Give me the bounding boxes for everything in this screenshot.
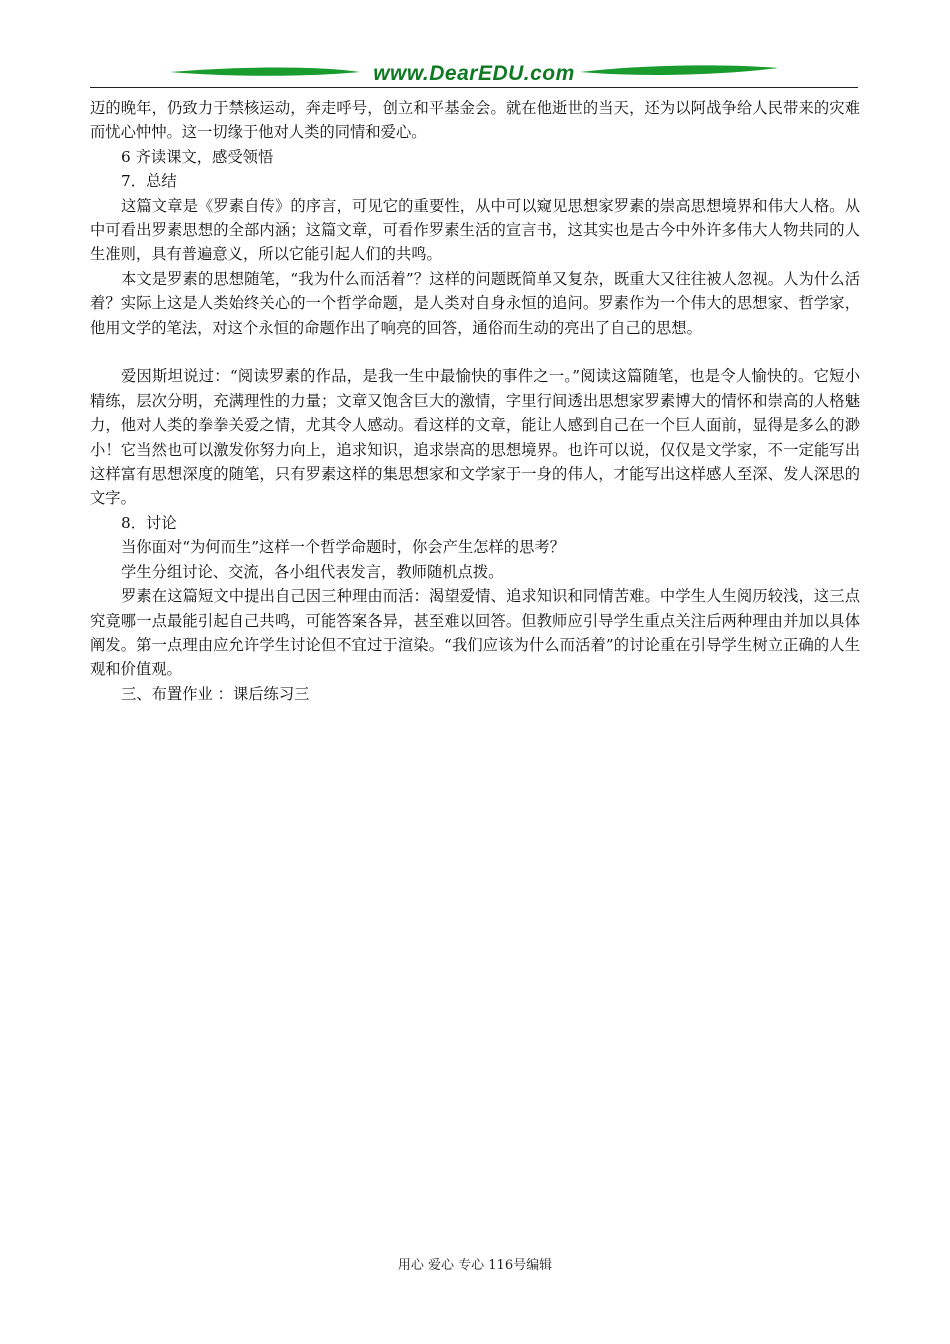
paragraph: 7．总结 — [121, 172, 177, 191]
paragraph: 这篇文章是《罗素自传》的序言，可见它的重要性，从中可以窥见思想家罗素的崇高思想境界和伟大人格。从中可看出罗素思想的全部内涵；这篇文章，可看作罗素生活的宣言书，这其实也是古今中外许多伟大人物共同的人生准则，具有普遍意义，所以它能引起人们的共鸣。 — [90, 196, 860, 264]
page-header — [90, 58, 858, 90]
paragraph: 当你面对“为何而生”这样一个哲学命题时，你会产生怎样的思考？ — [121, 538, 565, 557]
header-divider — [90, 87, 858, 88]
paragraph: 6 齐读课文，感受领悟 — [121, 147, 274, 166]
paragraph: 罗素在这篇短文中提出自己因三种理由而活：渴望爱情、追求知识和同情苦难。中学生人生阅历较浅，这三点究竟哪一点最能引起自己共鸣，可能答案各异，甚至难以回答。但教师应引导学生重点关注后两种理由并加以具体阐发。第一点理由应允许学生讨论但不宜过于渲染。“我们应该为什么而活着”的讨论重在引导学生树立正确的人生观和价值观。 — [90, 587, 860, 679]
paragraph: 爱因斯坦说过：“阅读罗素的作品，是我一生中最愉快的事件之一。”阅读这篇随笔，也是令人愉快的。它短小精练，层次分明，充满理性的力量；文章又饱含巨大的激情，字里行间透出思想家罗素博大的情怀和崇高的人格魅力，他对人类的拳拳关爱之情，尤其令人感动。看这样的文章，能让人感到自己在一个巨人面前，显得是多么的渺小！它当然也可以激发你努力向上，追求知识，追求崇高的思想境界。也许可以说，仅仅是文学家，不一定能写出这样富有思想深度的随笔，只有罗素这样的集思想家和文学家于一身的伟人，才能写出这样感人至深、发人深思的文字。 — [90, 367, 860, 508]
site-logo: www.DearEDU.com — [373, 62, 575, 85]
paragraph: 三、布置作业 ：课后练习三 — [121, 684, 310, 703]
document-body — [90, 96, 860, 706]
paragraph: 迈的晚年，仍致力于禁核运动，奔走呼号，创立和平基金会。就在他逝世的当天，还为以阿战争给人民带来的灾难而忧心忡忡。这一切缘于他对人类的同情和爱心。 — [90, 99, 860, 142]
page-footer: 用心 爱心 专心 116号编辑 — [397, 1258, 553, 1273]
paragraph — [90, 340, 860, 364]
paragraph: 学生分组讨论、交流，各小组代表发言，教师随机点拨。 — [121, 562, 504, 581]
paragraph: 8．讨论 — [121, 513, 177, 532]
paragraph: 本文是罗素的思想随笔，“我为什么而活着”？这样的问题既简单又复杂，既重大又往往被人忽视。人为什么活着？实际上这是人类始终关心的一个哲学命题，是人类对自身永恒的追问。罗素作为一个伟大的思想家、哲学家，他用文学的笔法，对这个永恒的命题作出了响亮的回答，通俗而生动的亮出了自己的思想。 — [90, 269, 860, 337]
